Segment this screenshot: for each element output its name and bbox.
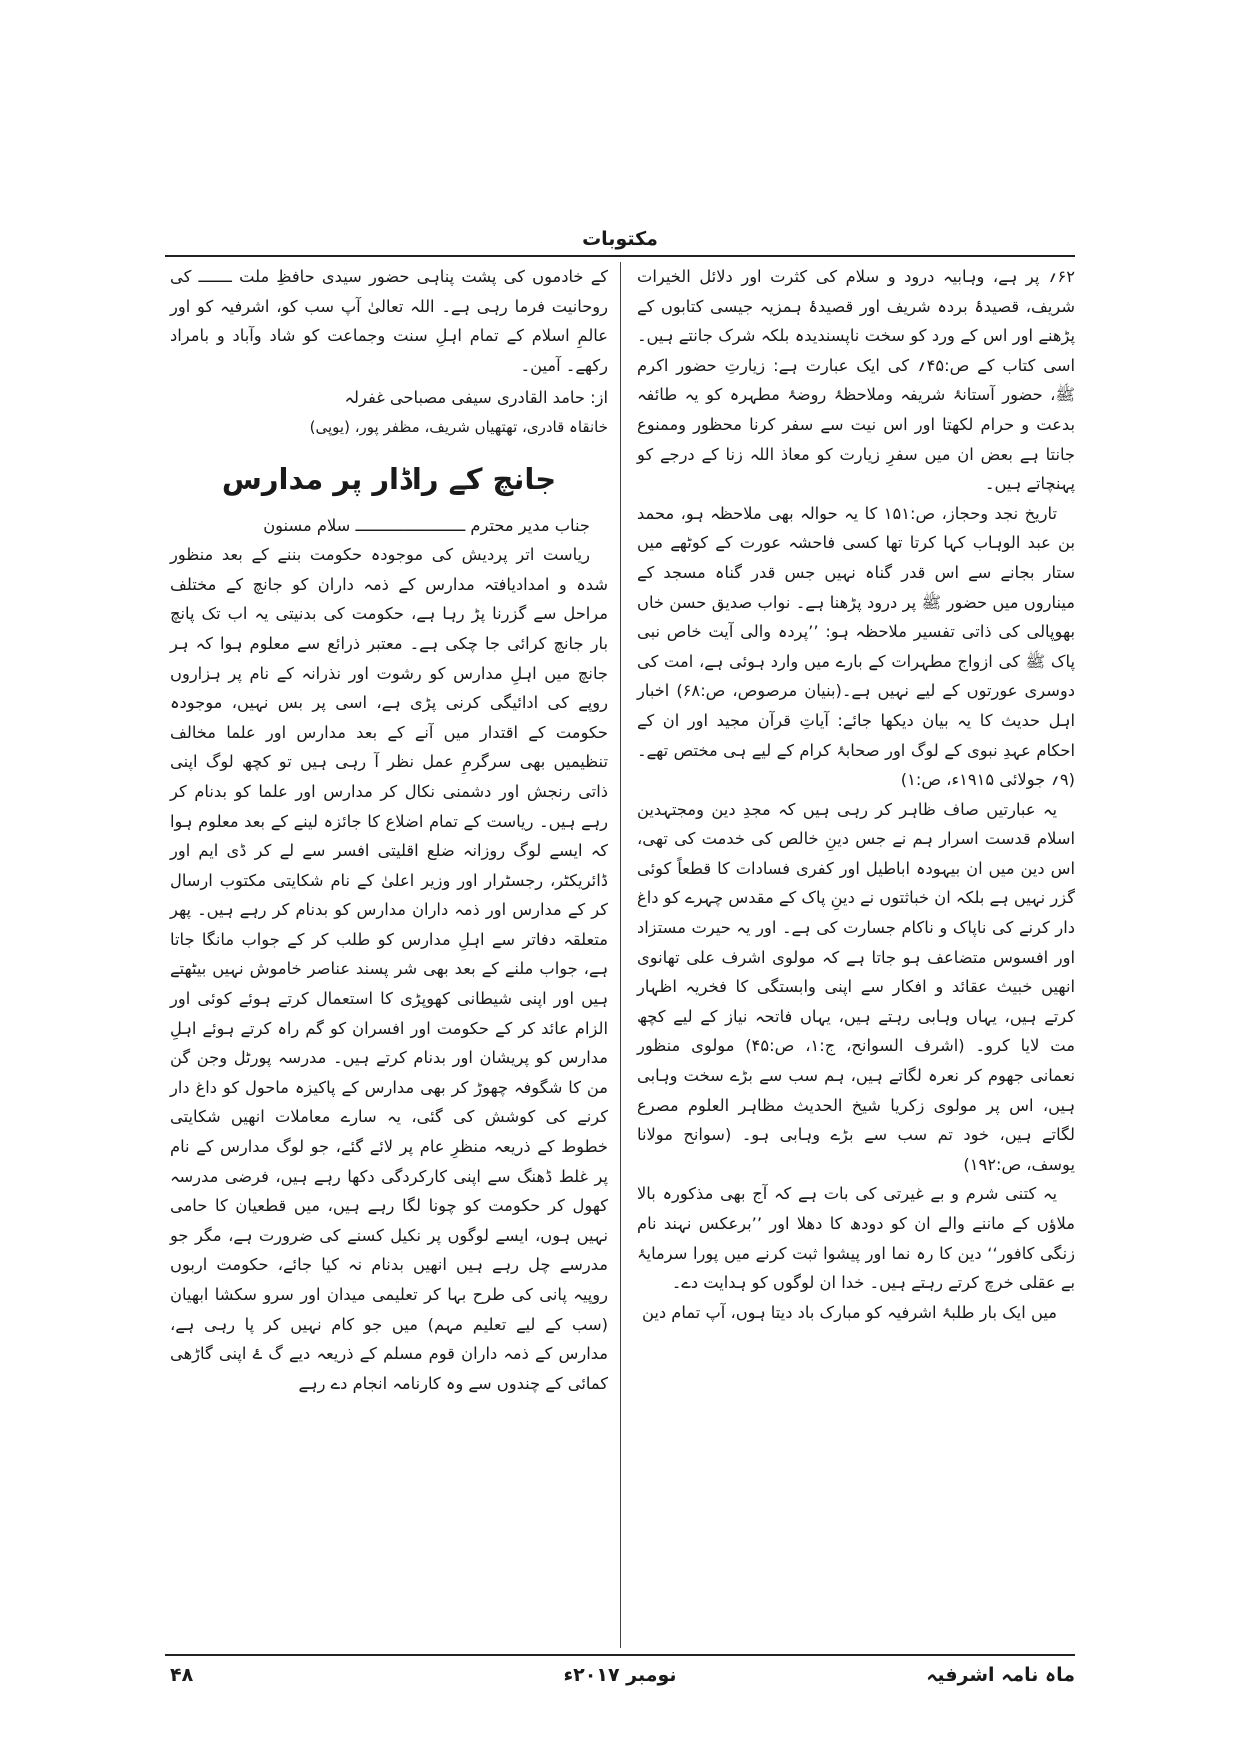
letter-closing: کے خادموں کی پشت پناہی حضور سیدی حافظِ ملت ـــــــ کی روحانیت فرما رہی ہے۔ اللہ تعالیٰ آپ سب کو، اشرفیہ کو اور عالمِ اسلام کے تمام اہلِ سنت وجماعت کو شاد وآباد و بامراد رکھے۔ آمین۔ (170, 267, 608, 375)
paragraph: تاریخ نجد وحجاز، ص:۱۵۱ کا یہ حوالہ بھی ملاحظہ ہو، محمد بن عبد الوہاب کہا کرتا تھا کسی فاحشہ عورت کے کوٹھے میں ستار بجانے سے اس قدر گناہ نہیں جس قدر گناہ مسجد کے میناروں میں حضور ﷺ پر درود پڑھنا ہے۔ نواب صدیق حسن خاں بھوپالی کی ذاتی تفسیر ملاحظہ ہو: ’’پردہ والی آیت خاص نبی پاک ﷺ کی ازواج مطہرات کے بارے میں وارد ہوئی ہے، امت کی دوسری عورتوں کے لیے نہیں ہے۔(بنیان مرصوص، ص:۶۸) اخبار اہل حدیث کا یہ بیان دیکھا جائے: آیاتِ قرآن مجید اور ان کے احکام عہدِ نبوی کے لوگ اور صحابۂ کرام کے لیے ہی مختص تھے۔(۹؍ جولائی ۱۹۱۵ء، ص:۱) (637, 503, 1075, 790)
left-column (170, 262, 608, 1398)
page-number: ۴۸ (170, 1664, 194, 1686)
paragraph: ۶۲؍ پر ہے، وہابیہ درود و سلام کی کثرت اور دلائل الخیرات شریف، قصیدۂ بردہ شریف اور قصیدۂ ہمزیہ جیسی کتابوں کے پڑھنے اور اس کے ورد کو سخت ناپسندیدہ بلکہ شرک جانتے ہیں۔ اسی کتاب کے ص:۴۵؍ کی ایک عبارت ہے: زیارتِ حضور اکرم ﷺ، حضور آستانۂ شریفہ وملاحظۂ روضۂ مطہرہ کو یہ طائفہ بدعت و حرام لکھتا اور اس نیت سے سفر کرنا محظور وممنوع جانتا ہے بعض ان میں سفرِ زیارت کو معاذ اللہ زنا کے درجے کو پہنچاتے ہیں۔ (637, 267, 1075, 494)
paragraph: یہ کتنی شرم و بے غیرتی کی بات ہے کہ آج بھی مذکورہ بالا ملاؤں کے ماننے والے ان کو دودھ کا دھلا اور ’’برعکس نہند نام زنگی کافور‘‘ دین کا رہ نما اور پیشوا ثبت کرنے میں پورا سرمایۂ بے عقلی خرچ کرتے رہتے ہیں۔ خدا ان لوگوں کو ہدایت دے۔ (637, 1184, 1075, 1293)
footer-date: نومبر ۲۰۱۷ء (563, 1664, 677, 1686)
header-rule (165, 255, 1075, 257)
paragraph: یہ عبارتیں صاف ظاہر کر رہی ہیں کہ مجدِ دین ومجتہدین اسلام قدست اسرار ہم نے جس دینِ خالص کی خدمت کی تھی، اس دین میں ان بیہودہ اباطیل اور کفری فسادات کا قطعاً کوئی گزر نہیں ہے بلکہ ان خباثتوں نے دینِ پاک کے مقدس چہرے کو داغ دار کرنے کی ناپاک و ناکام جسارت کی ہے۔ اور یہ حیرت مستزاد اور افسوس متضاعف ہو جاتا ہے کہ مولوی اشرف علی تھانوی انھیں خبیث عقائد و افکار سے اپنی وابستگی کا فخریہ اظہار کرتے ہیں، یہاں وہابی رہتے ہیں، یہاں فاتحہ نیاز کے لیے کچھ مت لایا کرو۔ (اشرف السوانح، ج:۱، ص:۴۵) مولوی منظور نعمانی جھوم کر نعرہ لگاتے ہیں، ہم سب سے بڑے سخت وہابی ہیں، اس پر مولوی زکریا شیخ الحدیث مظاہر العلوم مصرع لگاتے ہیں، خود تم سب سے بڑے وہابی ہو۔ (سوانح مولانا یوسف، ص:۱۹۲) (637, 799, 1075, 1174)
signature-name: از: حامد القادری سیفی مصباحی غفرلہ (344, 388, 608, 408)
signature-place: خانقاہ قادری، تھتھیاں شریف، مظفر پور، (یوپی) (309, 417, 608, 436)
column-divider (620, 262, 621, 1648)
paragraph: میں ایک بار طلبۂ اشرفیہ کو مبارک باد دیتا ہوں، آپ تمام دین (641, 1302, 1057, 1322)
article-body: ریاست اتر پردیش کی موجودہ حکومت بننے کے بعد منظور شدہ و امدادیافتہ مدارس کے ذمہ داران کو جانچ کے مختلف مراحل سے گزرنا پڑ رہا ہے، حکومت کی بدنیتی یہ اب تک پانچ بار جانچ کرائی جا چکی ہے۔ معتبر ذرائع سے معلوم ہوا کہ ہر جانچ میں اہلِ مدارس کو رشوت اور نذرانہ کے نام پر ہزاروں روپے کی ادائیگی کرنی پڑی ہے، اسی پر بس نہیں، موجودہ حکومت کے اقتدار میں آنے کے بعد مدارس اور علما مخالف تنظیمیں بھی سرگرمِ عمل نظر آ رہی ہیں تو کچھ لوگ اپنی ذاتی رنجش اور دشمنی نکال کر مدارس اور علما کو بدنام کر رہے ہیں۔ ریاست کے تمام اضلاع کا جائزہ لینے کے بعد معلوم ہوا کہ ایسے لوگ روزانہ ضلع اقلیتی افسر سے لے کر ڈی ایم اور ڈائریکٹر، رجسٹرار اور وزیر اعلیٰ کے نام شکایتی مکتوب ارسال کر کے مدارس اور ذمہ داران مدارس کو بدنام کر رہے ہیں۔ پھر متعلقہ دفاتر سے اہلِ مدارس کو طلب کر کے جواب مانگا جاتا ہے، جواب ملنے کے بعد بھی شر پسند عناصر خاموش نہیں بیٹھتے ہیں اور اپنی شیطانی کھوپڑی کا استعمال کرتے ہوئے کوئی اور الزام عائد کر کے حکومت اور افسران کو گم راہ کرتے ہوئے اہلِ مدارس کو پریشان اور بدنام کرتے ہیں۔ مدرسہ پورٹل وجن گن من کا شگوفہ چھوڑ کر بھی مدارس کے پاکیزہ ماحول کو داغ دار کرنے کی کوشش کی گئی، یہ سارے معاملات انھیں شکایتی خطوط کے ذریعہ منظرِ عام پر لائے گئے، جو لوگ مدارس کے نام پر غلط ڈھنگ سے اپنی کارکردگی دکھا رہے ہیں، فرضی مدرسہ کھول کر حکومت کو چونا لگا رہے ہیں، میں قطعیان کا حامی نہیں ہوں، ایسے لوگوں پر نکیل کسنے کی ضرورت ہے، مگر جو مدرسے چل رہے ہیں انھیں بدنام نہ کیا جائے، حکومت اربوں روپیہ پانی کی طرح بہا کر تعلیمی میدان اور سرو سکشا ابھیان (سب کے لیے تعلیم مہم) میں جو کام نہیں کر پا رہی ہے، مدارس کے ذمہ داران قوم مسلم کے ذریعہ دیے گ ۓ اپنی گاڑھی کمائی کے چندوں سے وہ کارنامہ انجام دے رہے (170, 545, 608, 1393)
article-title: جانچ کے راڈار پر مدارس (221, 461, 557, 496)
footer-rule (165, 1654, 1075, 1656)
right-column (637, 262, 1075, 1327)
page-header-title: مکتوبات (582, 228, 658, 250)
footer-magazine-name: ماہ نامہ اشرفیہ (926, 1664, 1075, 1686)
greeting: جناب مدیر محترم ـــــــــــــــــــــــ سلام مسنون (263, 515, 590, 535)
